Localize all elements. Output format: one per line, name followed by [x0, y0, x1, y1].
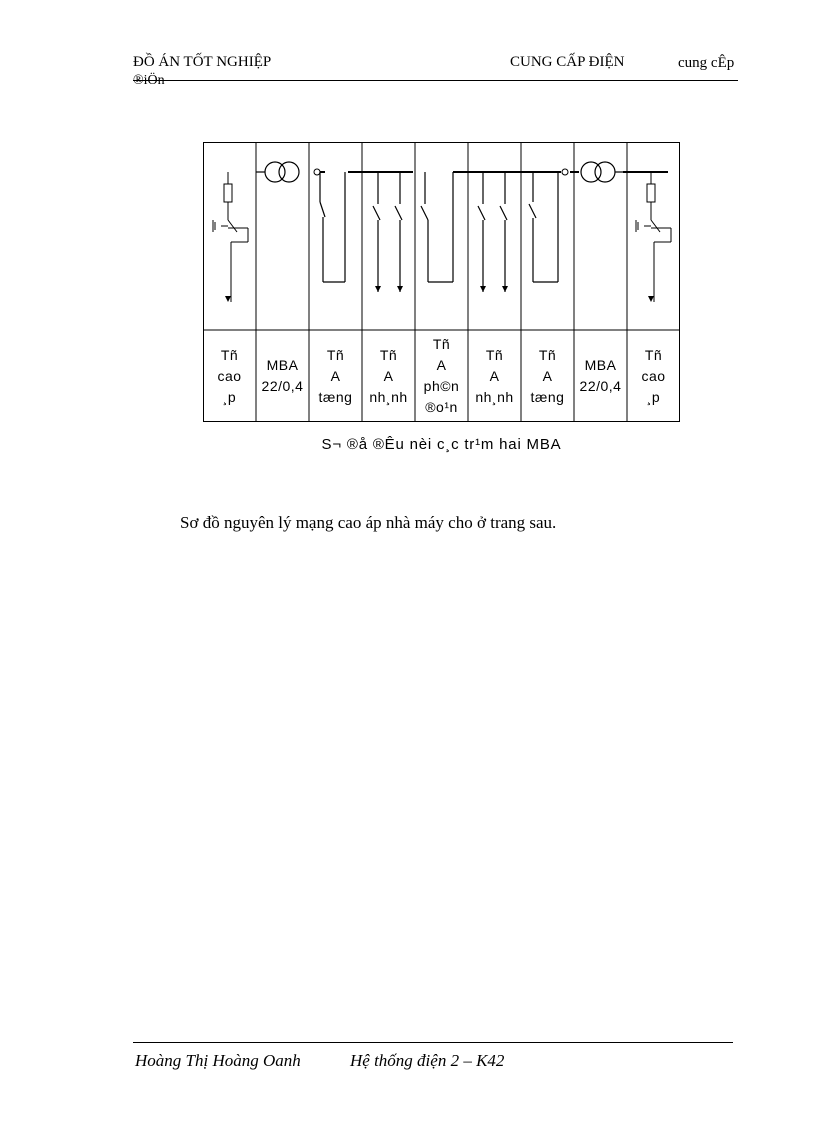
cell-label-hv-right	[627, 330, 680, 422]
header-wrap-text: ®iÖn	[133, 73, 165, 88]
footer-author: Hoàng Thị Hoàng Oanh	[135, 1051, 301, 1070]
cell-label-line: ¸p	[222, 388, 237, 405]
header-rule	[133, 80, 738, 81]
header-title-right: cung cÊp	[678, 55, 735, 71]
body-paragraph: Sơ đồ nguyên lý mạng cao áp nhà máy cho ở trang sau.	[180, 513, 557, 532]
branch-cabinet-left-symbol	[373, 172, 402, 292]
cell-label-line: nh¸nh	[475, 388, 514, 405]
cell-label-line: Tñ	[644, 346, 663, 363]
cell-label-main-lv-right	[521, 330, 574, 422]
cell-label-line: Tñ	[326, 346, 345, 363]
cell-label-line: Tñ	[485, 346, 504, 363]
cell-label-line: Tñ	[220, 346, 239, 363]
main-lv-cabinet-right-symbol	[529, 172, 558, 282]
cell-label-line: nh¸nh	[369, 388, 408, 405]
cell-label-line: A	[542, 367, 553, 384]
cell-label-hv-left	[203, 330, 256, 422]
cell-label-branch-left	[362, 330, 415, 422]
cell-label-line: 22/0,4	[579, 378, 622, 394]
branch-cabinet-right-symbol	[478, 172, 507, 292]
cell-label-line: cao	[641, 367, 666, 384]
cell-label-line: MBA	[584, 357, 617, 373]
cell-label-line: A	[436, 357, 447, 373]
cell-label-main-lv-left	[309, 330, 362, 422]
cell-label-line: A	[489, 367, 500, 384]
cell-label-line: A	[330, 367, 341, 384]
cell-label-line: Tñ	[538, 346, 557, 363]
transformer-right-symbol	[581, 162, 623, 182]
diagram-caption: S¬ ®å ®Êu nèi c¸c tr¹m hai MBA	[321, 436, 562, 453]
footer-rule	[133, 1042, 733, 1043]
header-title-left: ĐỒ ÁN TỐT NGHIỆP	[133, 54, 272, 70]
cell-label-branch-right	[468, 330, 521, 422]
main-lv-cabinet-left-symbol	[320, 172, 345, 282]
header-title-center: CUNG CẤP ĐIỆN	[510, 54, 625, 70]
cell-label-sectionalizer	[415, 330, 468, 422]
cell-label-line: ®o¹n	[425, 399, 458, 415]
transformer-left-symbol	[256, 162, 299, 182]
cell-label-line: ¸p	[646, 388, 661, 405]
hv-cabinet-left-symbol	[213, 172, 248, 302]
cell-label-line: MBA	[266, 357, 299, 373]
cell-label-line: cao	[217, 367, 242, 384]
cell-label-line: tæng	[318, 388, 353, 405]
cell-label-line: Tñ	[432, 336, 451, 352]
hv-cabinet-right-symbol	[636, 172, 671, 302]
cell-label-transformer-left	[256, 330, 309, 422]
cell-label-line: ph©n	[423, 378, 460, 394]
footer-class: Hệ thống điện 2 – K42	[350, 1051, 505, 1070]
cell-label-line: Tñ	[379, 346, 398, 363]
cell-label-line: A	[383, 367, 394, 384]
cell-label-line: 22/0,4	[261, 378, 304, 394]
sectionalizer-symbol	[421, 172, 453, 282]
cell-label-transformer-right	[574, 330, 627, 422]
cell-label-line: tæng	[530, 388, 565, 405]
